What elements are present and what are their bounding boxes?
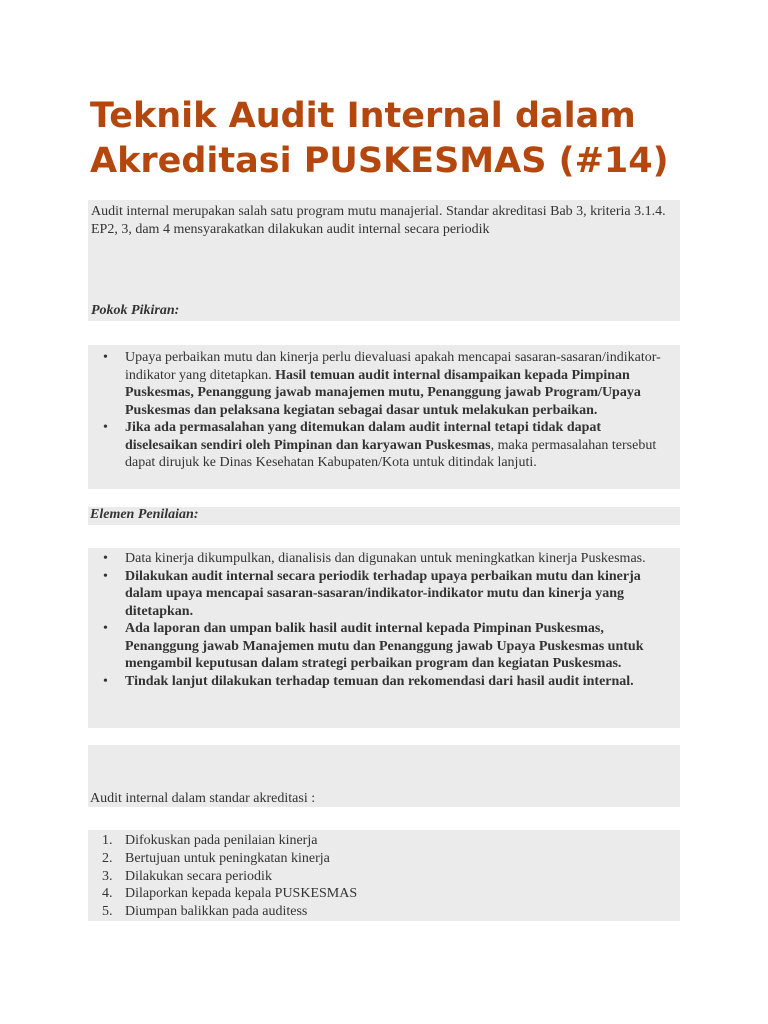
bullet-icon: • xyxy=(103,621,108,636)
bullet-icon: • xyxy=(103,551,108,566)
item-text: Dilaporkan kepada kepala PUSKESMAS xyxy=(125,886,358,902)
item-number: 1. xyxy=(102,833,113,848)
elemen-penilaian-heading: Elemen Penilaian: xyxy=(90,507,199,522)
list-item xyxy=(88,868,673,886)
item-text: Dilakukan secara periodik xyxy=(125,868,272,884)
item-number: 4. xyxy=(102,886,113,902)
bullet-icon: • xyxy=(103,673,108,689)
item-text: Bertujuan untuk peningkatan kinerja xyxy=(125,850,330,866)
page-title: Teknik Audit Internal dalam Akreditasi PUSKESMAS (#14) xyxy=(90,96,669,181)
list-item xyxy=(88,349,673,419)
intro-block xyxy=(88,200,680,321)
list-item xyxy=(88,550,673,568)
item-number: 3. xyxy=(102,868,113,884)
item-text: , maka permasalahan tersebut dapat dirujuk ke Dinas Kesehatan Kabupaten/Kota untuk ditindak lanjuti. xyxy=(125,437,657,470)
list-item xyxy=(88,903,673,921)
item-bold-text: Ada laporan dan umpan balik hasil audit internal kepada Pimpinan Puskesmas, Penanggung jawab Manajemen mutu dan Penanggung jawab Upaya Puskesmas untuk mengambil keputusan dalam strategi perbaikan program dan kegiatan Puskesmas. xyxy=(125,621,644,671)
bullet-icon: • xyxy=(103,420,108,435)
item-number: 5. xyxy=(102,904,113,920)
standar-heading: Audit internal dalam standar akreditasi : xyxy=(90,791,316,806)
pokok-pikiran-list xyxy=(88,345,680,489)
item-bold-text: Jika ada permasalahan yang ditemukan dalam audit internal tetapi tidak dapat diselesaikan sendiri oleh Pimpinan dan karyawan Puskesmas xyxy=(125,420,602,453)
pokok-pikiran-heading: Pokok Pikiran: xyxy=(91,303,180,318)
item-bold-text: Hasil temuan audit internal disampaikan kepada Pimpinan Puskesmas, Penanggung jawab manajemen mutu, Penanggung jawab Program/Upaya Puskesmas dan pelaksana kegiatan sebagai dasar untuk melakukan perbaikan. xyxy=(125,367,641,418)
list-item xyxy=(88,885,673,903)
list-item xyxy=(88,419,673,472)
list-item xyxy=(88,673,673,691)
list-item xyxy=(88,620,673,673)
item-bold-text: Tindak lanjut dilakukan terhadap temuan dan rekomendasi dari hasil audit internal. xyxy=(125,673,634,689)
elemen-penilaian-list xyxy=(88,548,680,728)
list-item xyxy=(88,568,673,621)
standar-list xyxy=(88,830,680,921)
intro-paragraph: Audit internal merupakan salah satu program mutu manajerial. Standar akreditasi Bab 3, kriteria 3.1.4. EP2, 3, dam 4 mensyarakatkan dilakukan audit internal secara periodik xyxy=(91,204,666,237)
item-text: Upaya perbaikan mutu dan kinerja perlu dievaluasi apakah mencapai sasaran-sasaran/indikator-indikator yang ditetapkan. xyxy=(125,350,661,383)
list-item xyxy=(88,832,673,850)
bullet-icon: • xyxy=(103,350,108,365)
list-item xyxy=(88,850,673,868)
bullet-icon: • xyxy=(103,568,108,584)
standar-block xyxy=(88,745,680,807)
item-bold-text: Dilakukan audit internal secara periodik terhadap upaya perbaikan mutu dan kinerja dalam upaya mencapai sasaran-sasaran/indikator-indikator mutu dan kinerja yang ditetapkan. xyxy=(125,568,641,619)
item-text: Data kinerja dikumpulkan, dianalisis dan digunakan untuk meningkatkan kinerja Puskesmas. xyxy=(125,551,646,566)
item-text: Difokuskan pada penilaian kinerja xyxy=(125,833,318,848)
item-number: 2. xyxy=(102,850,113,866)
item-text: Diumpan balikkan pada auditess xyxy=(125,904,308,920)
elemen-penilaian-bar xyxy=(88,507,680,525)
